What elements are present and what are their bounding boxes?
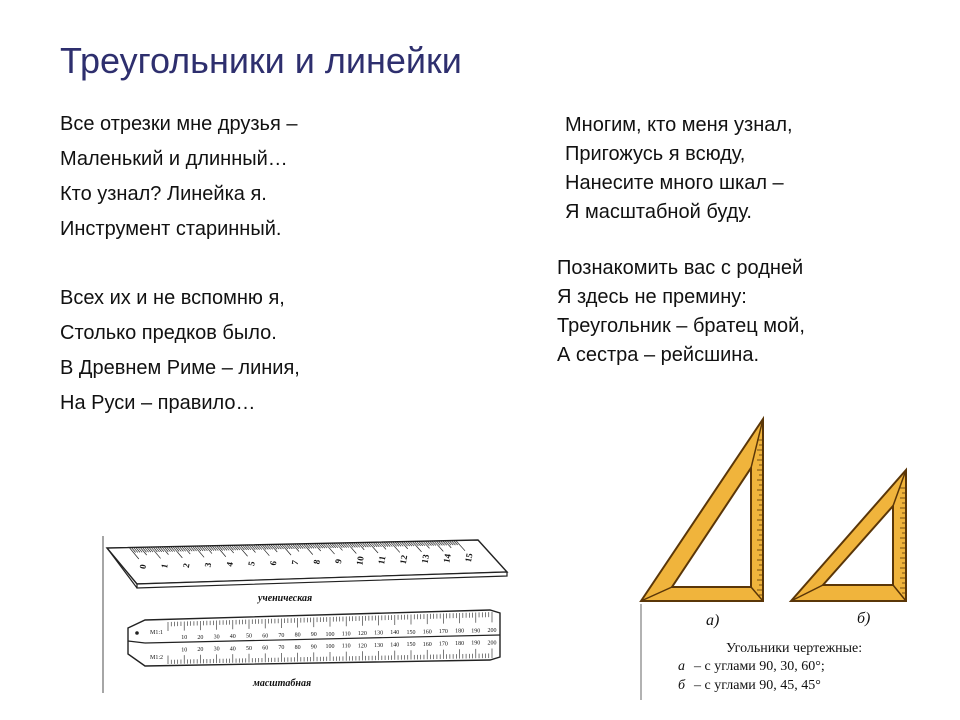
ruler-number: 130 xyxy=(374,630,384,637)
ruler-number: 13 xyxy=(419,553,432,565)
verse-line: Я масштабной буду. xyxy=(565,201,752,223)
ruler-number: 30 xyxy=(213,634,220,641)
ruler-number: 10 xyxy=(181,647,188,654)
verse-line: Пригожусь я всюду, xyxy=(565,143,746,165)
ruler-number: 60 xyxy=(262,645,269,652)
caption-a-letter: а xyxy=(678,659,685,674)
ruler-number: 110 xyxy=(341,643,351,650)
ruler-number: 4 xyxy=(224,561,236,568)
verse-line: В Древнем Риме – линия, xyxy=(60,357,300,379)
verse-line: Треугольник – братец мой, xyxy=(557,315,805,337)
ruler-number: 70 xyxy=(278,632,285,639)
verse-line: Многим, кто меня узнал, xyxy=(565,114,793,136)
slide-title: Треугольники и линейки xyxy=(60,40,462,81)
ruler-number: 90 xyxy=(310,644,317,651)
scale-top-mark: М1:1 xyxy=(150,630,164,636)
ruler-number: 140 xyxy=(390,630,400,637)
caption-b-text: – с углами 90, 45, 45° xyxy=(694,678,821,693)
ruler-number: 2 xyxy=(180,562,192,569)
ruler-number: 11 xyxy=(376,555,388,566)
set-square-a xyxy=(641,419,763,601)
ruler-number: 0 xyxy=(137,563,149,570)
ruler-number: 170 xyxy=(438,641,448,648)
verse-line: Нанесите много шкал – xyxy=(565,172,784,194)
student-ruler-label: ученическая xyxy=(258,593,313,604)
set-square-b-label: б) xyxy=(857,610,871,627)
ruler-number: 60 xyxy=(262,633,269,640)
ruler-number: 80 xyxy=(294,632,301,639)
ruler-number: 100 xyxy=(325,644,335,650)
ruler-number: 110 xyxy=(341,631,351,638)
ruler-number: 12 xyxy=(397,554,410,565)
ruler-number: 6 xyxy=(267,559,279,567)
ruler-number: 5 xyxy=(246,560,257,567)
ruler-number: 7 xyxy=(289,559,301,566)
ruler-number: 200 xyxy=(487,627,497,634)
ruler-number: 130 xyxy=(374,642,384,649)
ruler-number: 180 xyxy=(455,641,465,647)
verse-line: Всех их и не вспомню я, xyxy=(60,287,285,309)
ruler-number: 140 xyxy=(390,642,400,649)
ruler-number: 100 xyxy=(325,631,335,638)
ruler-number: 20 xyxy=(197,634,204,641)
ruler-number: 160 xyxy=(422,629,432,636)
ruler-number: 20 xyxy=(197,647,204,653)
ruler-number: 40 xyxy=(229,646,236,653)
ruler-number: 50 xyxy=(246,633,252,640)
ruler-number: 160 xyxy=(422,641,432,648)
ruler-number: 170 xyxy=(438,629,448,636)
scale-bottom-mark: М1:2 xyxy=(150,655,164,661)
ruler-number: 3 xyxy=(202,561,214,568)
ruler-number: 190 xyxy=(471,628,481,635)
verse-line: Познакомить вас с родней xyxy=(557,257,804,279)
ruler-number: 1 xyxy=(159,562,170,570)
ruler-number: 50 xyxy=(246,645,252,652)
verse-line: На Руси – правило… xyxy=(60,392,256,414)
set-square-b xyxy=(791,470,906,601)
caption-title: Угольники чертежные: xyxy=(726,641,863,656)
ruler-number: 120 xyxy=(357,643,367,650)
ruler-number: 10 xyxy=(181,635,188,642)
set-square-a-label: а) xyxy=(706,612,720,629)
verse-line: Кто узнал? Линейка я. xyxy=(60,183,267,205)
scale-ruler-label: масштабная xyxy=(253,678,312,689)
verse-line: Маленький и длинный… xyxy=(60,148,288,170)
ruler-number: 15 xyxy=(463,552,475,563)
verse-line: Все отрезки мне друзья – xyxy=(60,113,298,135)
ruler-number: 70 xyxy=(278,645,285,652)
caption-b-letter: б xyxy=(678,678,686,693)
caption-a-text: – с углами 90, 30, 60°; xyxy=(694,659,825,674)
verse-line: Я здесь не премину: xyxy=(557,286,747,308)
ruler-number: 190 xyxy=(471,640,481,647)
ruler-number: 150 xyxy=(406,629,416,636)
ruler-number: 10 xyxy=(354,555,366,566)
ruler-number: 8 xyxy=(311,558,322,565)
ruler-number: 80 xyxy=(294,644,301,651)
verse-line: Инструмент старинный. xyxy=(60,218,282,240)
ruler-number: 150 xyxy=(406,642,416,649)
verse-line: Столько предков было. xyxy=(60,322,277,344)
ruler-number: 30 xyxy=(213,646,220,653)
ruler-number: 120 xyxy=(357,631,367,638)
ruler-number: 14 xyxy=(441,552,453,564)
ruler-number: 180 xyxy=(455,628,465,635)
ruler-number: 40 xyxy=(229,634,236,641)
verse-line: А сестра – рейсшина. xyxy=(557,344,760,366)
ruler-number: 200 xyxy=(487,640,497,647)
ruler-number: 9 xyxy=(333,558,344,565)
ruler-number: 90 xyxy=(310,632,317,639)
